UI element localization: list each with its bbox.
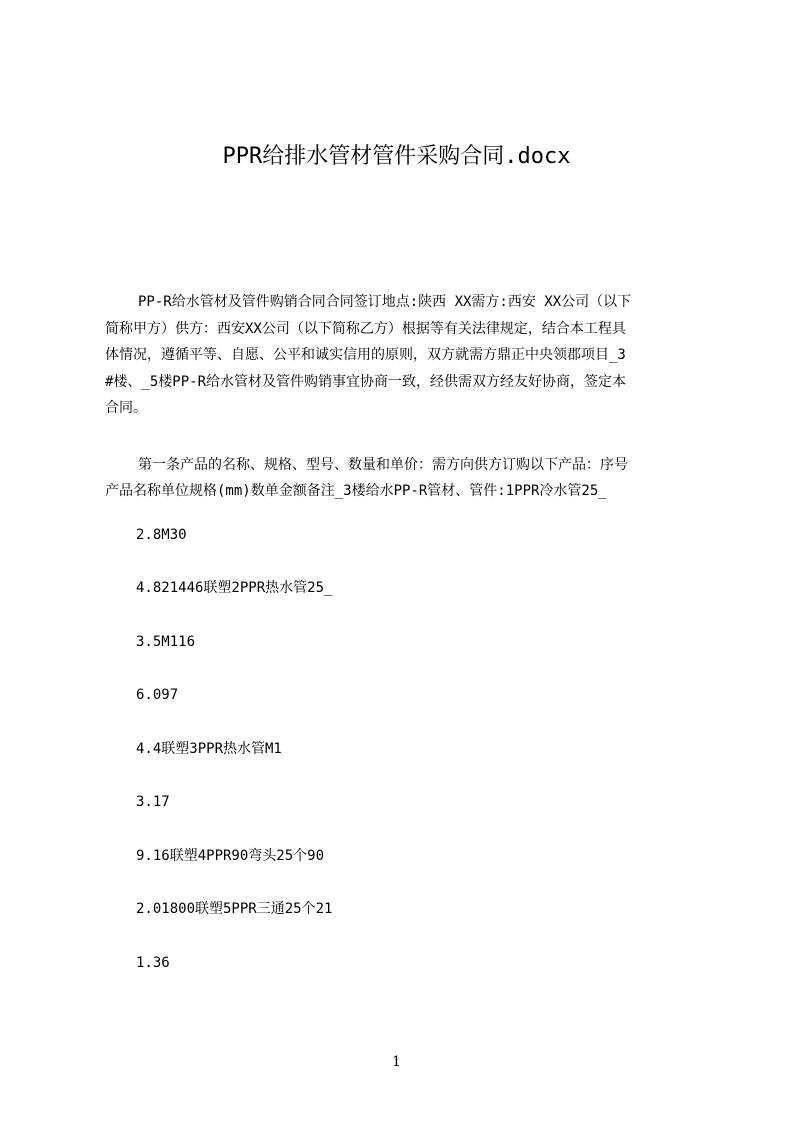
list-item: 9.16联塑4PPR90弯头25个90 (136, 847, 325, 864)
paragraph-article-one (105, 452, 699, 505)
page-number: 1 (392, 1054, 401, 1070)
text-line: 简称甲方）供方：西安XX公司（以下简称乙方）根据等有关法律规定，结合本工程具 (105, 320, 626, 337)
text-line: 产品名称单位规格(mm)数单金额备注_3楼给水PP-R管材、管件:1PPR冷水管25_ (105, 483, 607, 499)
paragraph-contract-intro (105, 289, 699, 422)
list-item: 4.4联塑3PPR热水管M1 (136, 740, 282, 757)
list-item: 2.8M30 (136, 526, 187, 543)
list-item: 3.5M116 (136, 633, 196, 650)
list-item: 4.821446联塑2PPR热水管25_ (136, 580, 333, 596)
document-body (105, 289, 699, 1006)
text-line: 合同。 (105, 400, 147, 416)
list-item: 6.097 (136, 687, 179, 703)
text-line: #楼、_5楼PP-R给水管材及管件购销事宜协商一致，经供需双方经友好协商，签定本 (105, 373, 626, 390)
document-title: PPR给排水管材管件采购合同.docx (222, 144, 571, 169)
list-item: 1.36 (136, 954, 170, 971)
list-item: 2.01800联塑5PPR三通25个21 (136, 901, 333, 917)
text-line: PP-R给水管材及管件购销合同合同签订地点:陕西 XX需方:西安 XX公司（以下 (138, 294, 632, 310)
list-item: 3.17 (136, 794, 170, 810)
text-line: 第一条产品的名称、规格、型号、数量和单价：需方向供方订购以下产品：序号 (138, 456, 628, 473)
text-line: 体情况，遵循平等、自愿、公平和诚实信用的原则，双方就需方鼎正中央领郡项目_3 (105, 347, 626, 363)
